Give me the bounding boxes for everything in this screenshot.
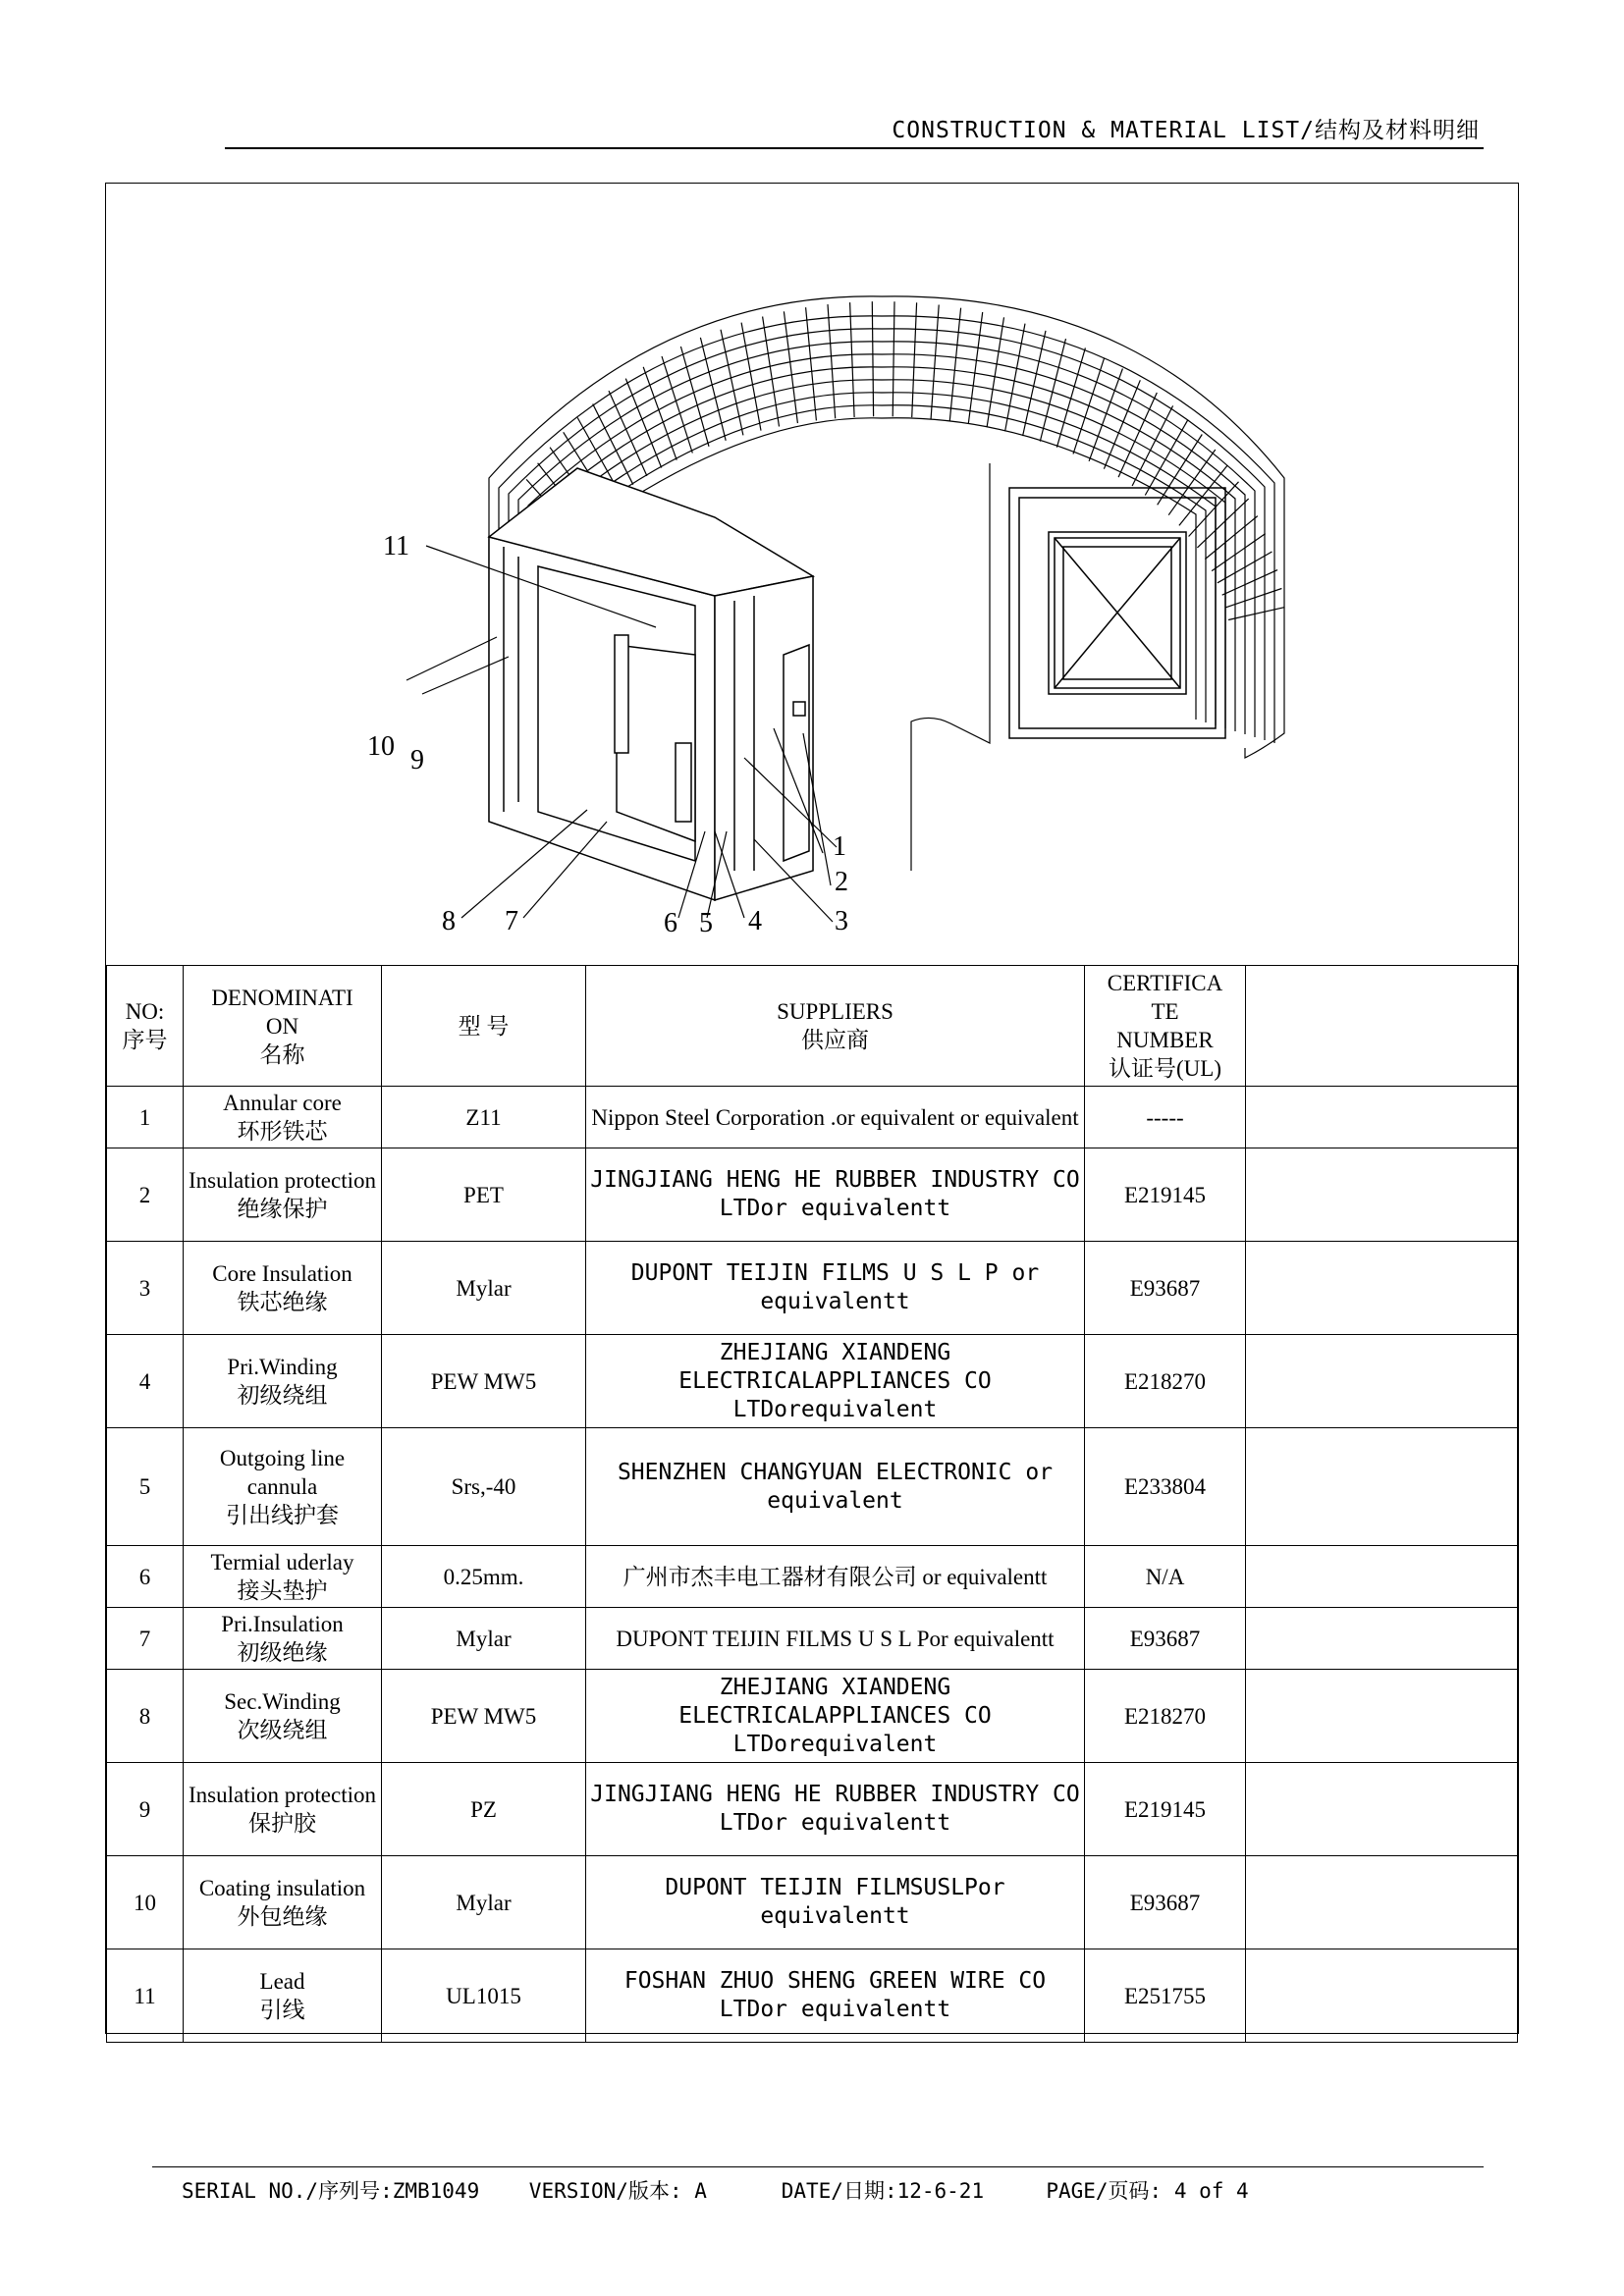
cell-empty [1246,1608,1518,1670]
cell-certificate: E219145 [1085,1763,1246,1856]
denomination-en: Sec.Winding [224,1689,341,1714]
footer-version: VERSION/版本: A [528,2179,707,2203]
cell-no: 6 [107,1546,184,1608]
cell-no: 5 [107,1428,184,1546]
header-no: NO: 序号 [107,966,184,1087]
cell-certificate: E251755 [1085,1949,1246,2043]
cell-supplier: ZHEJIANG XIANDENG ELECTRICALAPPLIANCES CO LTDorequivalent [586,1670,1085,1763]
cell-empty [1246,1856,1518,1949]
transformer-diagram [106,184,1518,966]
cell-certificate: N/A [1085,1546,1246,1608]
cell-supplier: DUPONT TEIJIN FILMS U S L Por equivalentt [586,1608,1085,1670]
cell-supplier: JINGJIANG HENG HE RUBBER INDUSTRY CO LTDor equivalentt [586,1148,1085,1242]
footer-page: PAGE/页码: 4 of 4 [1046,2179,1249,2203]
denomination-cn: 次级绕组 [237,1718,328,1742]
cell-empty [1246,1242,1518,1335]
cell-certificate: E93687 [1085,1856,1246,1949]
denomination-en: Insulation protection [189,1168,376,1193]
diagram-label-1: 1 [833,831,846,862]
cell-model: Mylar [382,1856,586,1949]
cell-supplier: DUPONT TEIJIN FILMSUSLPor equivalentt [586,1856,1085,1949]
table-row [107,1949,1518,2043]
cell-supplier: JINGJIANG HENG HE RUBBER INDUSTRY CO LTDor equivalentt [586,1763,1085,1856]
table-row [107,1856,1518,1949]
denomination-en: Coating insulation [198,1876,366,1900]
cell-model: 0.25mm. [382,1546,586,1608]
denomination-cn: 初级绝缘 [237,1640,328,1665]
diagram-label-6: 6 [664,908,677,938]
table-row [107,1546,1518,1608]
cell-no: 10 [107,1856,184,1949]
cell-empty [1246,1428,1518,1546]
cell-certificate: ----- [1085,1087,1246,1148]
cell-model: Z11 [382,1087,586,1148]
cell-certificate: E93687 [1085,1608,1246,1670]
cell-model: PZ [382,1763,586,1856]
page-title: CONSTRUCTION & MATERIAL LIST/结构及材料明细 [892,118,1480,143]
cell-model: PEW MW5 [382,1335,586,1428]
cell-supplier: DUPONT TEIJIN FILMS U S L P or equivalentt [586,1242,1085,1335]
cell-model: Mylar [382,1608,586,1670]
denomination-en: Termial uderlay [210,1550,354,1575]
diagram-label-2: 2 [835,867,848,897]
material-table [106,965,1518,2043]
denomination-cn: 外包绝缘 [237,1904,328,1929]
diagram-label-11: 11 [383,531,409,561]
cell-certificate: E233804 [1085,1428,1246,1546]
denomination-cn: 铁芯绝缘 [237,1290,328,1314]
cell-empty [1246,1546,1518,1608]
cell-no: 4 [107,1335,184,1428]
content-frame [105,183,1519,2034]
header-certificate: CERTIFICA TE NUMBER 认证号(UL) [1085,966,1246,1087]
cell-certificate: E218270 [1085,1670,1246,1763]
cell-denomination [184,1856,382,1949]
cell-no: 9 [107,1763,184,1856]
page-header [225,108,1484,149]
cell-no: 11 [107,1949,184,2043]
cell-model: PEW MW5 [382,1670,586,1763]
diagram-label-7: 7 [505,906,518,936]
denomination-en: Core Insulation [212,1261,352,1286]
transformer-drawing [106,184,1517,966]
cell-no: 2 [107,1148,184,1242]
denomination-en: Insulation protection [189,1783,376,1807]
cell-supplier: Nippon Steel Corporation .or equivalent or equivalent [586,1087,1085,1148]
cell-no: 8 [107,1670,184,1763]
cell-denomination [184,1148,382,1242]
header-model: 型 号 [382,966,586,1087]
denomination-cn: 初级绕组 [237,1383,328,1408]
cell-model: Srs,-40 [382,1428,586,1546]
cell-certificate: E219145 [1085,1148,1246,1242]
cell-denomination [184,1763,382,1856]
denomination-en: Annular core [223,1091,342,1115]
cell-certificate: E218270 [1085,1335,1246,1428]
cell-certificate: E93687 [1085,1242,1246,1335]
diagram-label-4: 4 [748,906,762,936]
cell-empty [1246,1335,1518,1428]
cell-empty [1246,1670,1518,1763]
cell-denomination [184,1608,382,1670]
diagram-label-10: 10 [367,731,395,762]
cell-denomination [184,1949,382,2043]
cell-empty [1246,1148,1518,1242]
denomination-cn: 引出线护套 [226,1503,339,1527]
cell-supplier: FOSHAN ZHUO SHENG GREEN WIRE CO LTDor equivalentt [586,1949,1085,2043]
cell-denomination [184,1546,382,1608]
diagram-label-8: 8 [442,906,456,936]
table-row [107,1335,1518,1428]
denomination-cn: 接头垫护 [237,1578,328,1603]
table-row [107,1670,1518,1763]
page-footer [152,2166,1484,2203]
header-denomination: DENOMINATI ON 名称 [184,966,382,1087]
footer-serial: SERIAL NO./序列号:ZMB1049 [182,2179,480,2203]
table-header-row [107,966,1518,1087]
cell-denomination [184,1335,382,1428]
cell-model: Mylar [382,1242,586,1335]
cell-supplier: ZHEJIANG XIANDENG ELECTRICALAPPLIANCES CO LTDorequivalent [586,1335,1085,1428]
diagram-label-3: 3 [835,906,848,936]
denomination-en: Pri.Insulation [221,1612,344,1636]
table-row [107,1148,1518,1242]
cell-model: UL1015 [382,1949,586,2043]
table-row [107,1087,1518,1148]
cell-model: PET [382,1148,586,1242]
table-row [107,1428,1518,1546]
footer-date: DATE/日期:12-6-21 [781,2179,985,2203]
cell-no: 3 [107,1242,184,1335]
denomination-cn: 绝缘保护 [237,1197,328,1221]
cell-empty [1246,1087,1518,1148]
diagram-label-9: 9 [410,745,424,775]
cell-no: 1 [107,1087,184,1148]
cell-denomination [184,1428,382,1546]
cell-empty [1246,1949,1518,2043]
header-suppliers: SUPPLIERS 供应商 [586,966,1085,1087]
cell-no: 7 [107,1608,184,1670]
diagram-label-5: 5 [699,908,713,938]
table-row [107,1608,1518,1670]
denomination-cn: 环形铁芯 [237,1119,328,1144]
denomination-en: Outgoing line cannula [219,1446,346,1499]
cell-denomination [184,1670,382,1763]
denomination-cn: 保护胶 [248,1811,316,1836]
cell-empty [1246,1763,1518,1856]
denomination-en: Pri.Winding [227,1355,338,1379]
table-row [107,1763,1518,1856]
header-empty [1246,966,1518,1087]
cell-denomination [184,1087,382,1148]
denomination-cn: 引线 [259,1998,305,2022]
cell-supplier: 广州市杰丰电工器材有限公司 or equivalentt [586,1546,1085,1608]
denomination-en: Lead [259,1969,305,1994]
cell-supplier: SHENZHEN CHANGYUAN ELECTRONIC or equivalent [586,1428,1085,1546]
table-row [107,1242,1518,1335]
cell-denomination [184,1242,382,1335]
